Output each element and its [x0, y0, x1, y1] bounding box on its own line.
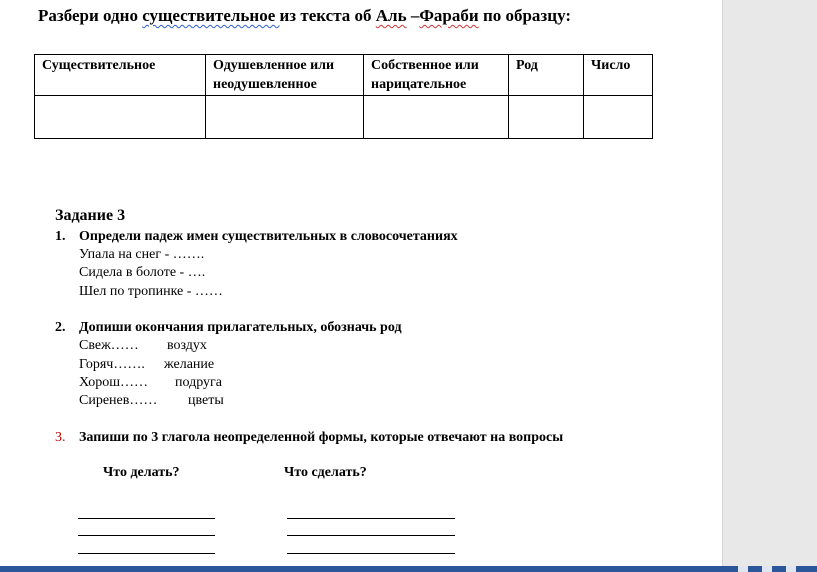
- noun-word: желание: [164, 357, 215, 372]
- table-cell[interactable]: [584, 96, 653, 139]
- header-noun: Существительное: [35, 55, 206, 96]
- table-row: [35, 96, 653, 139]
- task-title: Задание 3: [55, 207, 126, 224]
- question-text: Допиши окончания прилагательных, обозначь род: [79, 320, 402, 335]
- list-item: [79, 375, 222, 391]
- header-gender: Род: [509, 55, 584, 96]
- heading-grammar-flag: существительное: [142, 6, 280, 25]
- heading-part: Разбери одно: [38, 6, 143, 25]
- question-number: 3.: [55, 430, 66, 445]
- table-cell[interactable]: [509, 96, 584, 139]
- word-stem: Хорош……: [79, 375, 149, 390]
- answer-line[interactable]: [78, 518, 215, 519]
- heading-spell-flag: Аль: [375, 6, 407, 25]
- question-text: Определи падеж имен существительных в словосочетаниях: [79, 229, 458, 244]
- page-margin-background: [722, 0, 817, 566]
- answer-line[interactable]: [287, 518, 455, 519]
- question-3: [55, 430, 563, 446]
- heading-part: –: [406, 6, 420, 25]
- table-cell[interactable]: [35, 96, 206, 139]
- table-cell[interactable]: [206, 96, 364, 139]
- noun-word: цветы: [188, 393, 224, 408]
- view-mode-icon[interactable]: [738, 566, 748, 572]
- table-cell[interactable]: [364, 96, 509, 139]
- question-number: 2.: [55, 320, 66, 335]
- answer-line[interactable]: [78, 535, 215, 536]
- noun-word: подруга: [175, 375, 222, 390]
- list-item: [79, 357, 214, 373]
- column-what-to-complete: Что сделать?: [284, 465, 367, 480]
- view-mode-icon[interactable]: [786, 566, 796, 572]
- list-item: [79, 393, 224, 409]
- question-text: Запиши по 3 глагола неопределенной формы, которые отвечают на вопросы: [79, 430, 564, 445]
- analysis-table: [34, 54, 653, 139]
- question-1: [55, 229, 458, 245]
- exercise-heading: [38, 6, 571, 26]
- word-stem: Свеж……: [79, 338, 139, 353]
- heading-part: по образцу:: [478, 6, 572, 25]
- column-what-to-do: Что делать?: [103, 465, 180, 480]
- answer-line[interactable]: [287, 553, 455, 554]
- answer-line[interactable]: [287, 535, 455, 536]
- status-bar: [0, 566, 817, 572]
- noun-word: воздух: [167, 338, 207, 353]
- answer-line[interactable]: [78, 553, 215, 554]
- word-stem: Сиренев……: [79, 393, 158, 408]
- heading-spell-flag: Фараби: [419, 6, 479, 25]
- header-proper: Собственное или нарицательное: [364, 55, 509, 96]
- header-animate: Одушевленное или неодушевленное: [206, 55, 364, 96]
- header-number: Число: [584, 55, 653, 96]
- view-mode-icon[interactable]: [762, 566, 772, 572]
- list-item: [79, 338, 207, 354]
- list-item: Шел по тропинке - ……: [79, 284, 223, 299]
- heading-part: из текста об: [279, 6, 376, 25]
- table-header-row: [35, 55, 653, 96]
- question-number: 1.: [55, 229, 66, 244]
- list-item: Сидела в болоте - ….: [79, 265, 206, 280]
- word-stem: Горяч…….: [79, 357, 145, 372]
- list-item: Упала на снег - …….: [79, 247, 205, 262]
- question-2: [55, 320, 402, 336]
